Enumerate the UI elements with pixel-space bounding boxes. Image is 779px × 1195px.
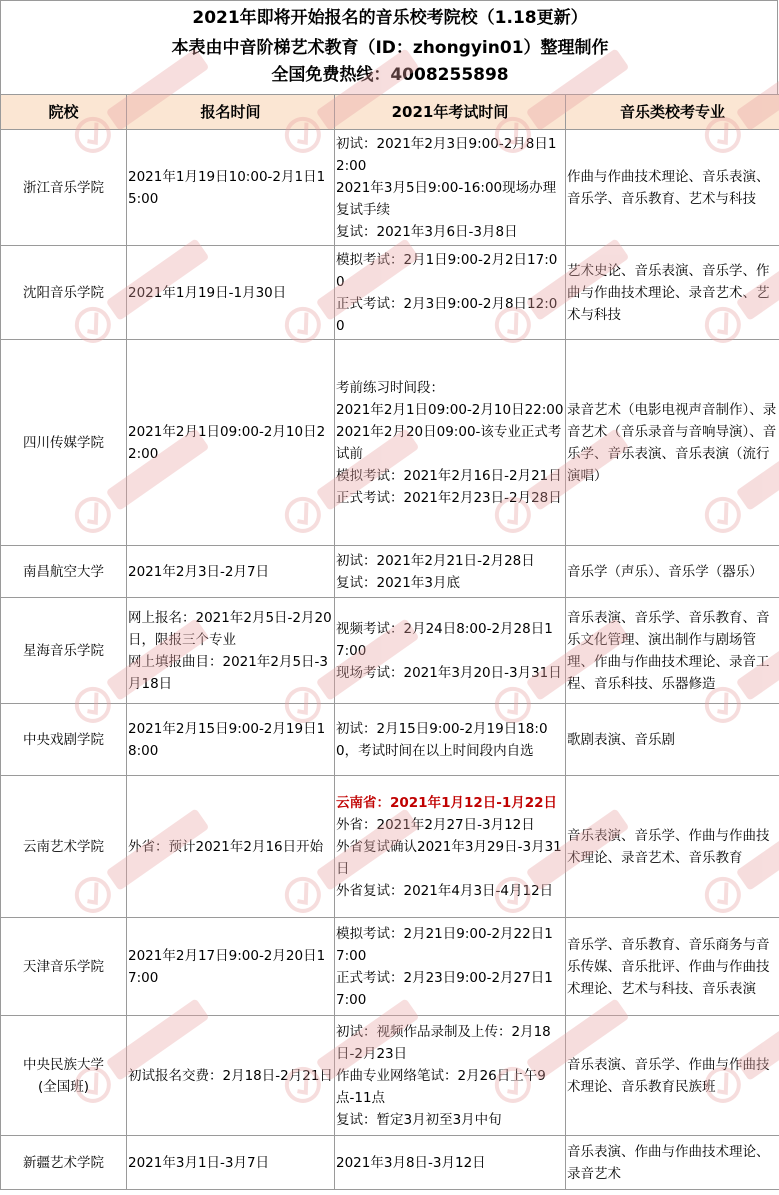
school-cell-line: 南昌航空大学 xyxy=(23,563,104,580)
register-cell xyxy=(127,704,335,776)
register-cell xyxy=(127,1136,335,1190)
exam-cell-line: 考前练习时间段： xyxy=(336,379,444,396)
school-cell xyxy=(1,1136,127,1190)
register-cell-line: 网上填报曲目：2021年2月5日-3月18日 xyxy=(128,653,328,692)
register-cell-line: 2021年1月19日10:00-2月1日15:00 xyxy=(128,168,326,207)
school-cell xyxy=(1,130,127,246)
register-cell xyxy=(127,546,335,598)
table-row xyxy=(1,546,779,598)
school-cell-line: 四川传媒学院 xyxy=(23,434,104,451)
majors-cell: 音乐学（声乐）、音乐学（器乐） xyxy=(566,546,779,598)
register-cell xyxy=(127,918,335,1016)
register-cell xyxy=(127,1016,335,1136)
exam-cell xyxy=(335,1016,566,1136)
table-row xyxy=(1,598,779,704)
exam-cell-line: 外省复试确认2021年3月29日-3月31日 xyxy=(336,838,562,877)
register-cell xyxy=(127,130,335,246)
exam-cell-line: 模拟考试：2月21日9:00-2月22日17:00 xyxy=(336,925,553,964)
exam-cell-line: 外省：2021年2月27日-3月12日 xyxy=(336,816,535,833)
table-row xyxy=(1,340,779,546)
exam-cell-line: 2021年2月1日09:00-2月10日22:00 xyxy=(336,401,564,418)
exam-cell-line: 作曲专业网络笔试：2月26日上午9点-11点 xyxy=(336,1067,546,1106)
majors-cell: 音乐表演、音乐学、作曲与作曲技术理论、录音艺术、音乐教育 xyxy=(566,776,779,918)
school-cell xyxy=(1,704,127,776)
school-cell-line: 中央戏剧学院 xyxy=(23,731,104,748)
column-header-majors: 音乐类校考专业 xyxy=(566,95,779,130)
exam-cell-line: 初试：视频作品录制及上传：2月18日-2月23日 xyxy=(336,1023,551,1062)
register-cell xyxy=(127,776,335,918)
exam-cell xyxy=(335,246,566,340)
exam-cell-line: 复试：暂定3月初至3月中旬 xyxy=(336,1111,502,1128)
exam-cell xyxy=(335,918,566,1016)
school-cell-line: 中央民族大学 xyxy=(23,1056,104,1073)
exam-cell-line: 模拟考试：2月1日9:00-2月2日17:00 xyxy=(336,251,558,290)
exam-cell-line: 2021年2月20日09:00-该专业正式考试前 xyxy=(336,423,562,462)
register-cell-line: 网上报名：2021年2月5日-2月20日，限报三个专业 xyxy=(128,609,332,648)
school-cell xyxy=(1,1016,127,1136)
exam-cell-line: 外省复试：2021年4月3日-4月12日 xyxy=(336,882,554,899)
table-row xyxy=(1,1136,779,1190)
exam-cell xyxy=(335,704,566,776)
exam-cell-line: 视频考试：2月24日8:00-2月28日17:00 xyxy=(336,620,553,659)
table-row xyxy=(1,704,779,776)
exam-cell-line: 复试：2021年3月6日-3月8日 xyxy=(336,223,518,240)
school-cell-line: 星海音乐学院 xyxy=(23,642,104,659)
exam-cell xyxy=(335,340,566,546)
exam-highlight: 云南省：2021年1月12日-1月22日 xyxy=(336,794,558,811)
register-cell xyxy=(127,340,335,546)
majors-cell: 作曲与作曲技术理论、音乐表演、音乐学、音乐教育、艺术与科技 xyxy=(566,130,779,246)
majors-cell: 音乐学、音乐教育、音乐商务与音乐传媒、音乐批评、作曲与作曲技术理论、艺术与科技、音乐表演 xyxy=(566,918,779,1016)
majors-cell: 艺术史论、音乐表演、音乐学、作曲与作曲技术理论、录音艺术、艺术与科技 xyxy=(566,246,779,340)
register-cell-line: 2021年1月19日-1月30日 xyxy=(128,284,287,301)
school-cell xyxy=(1,776,127,918)
majors-cell: 录音艺术（电影电视声音制作）、录音艺术（音乐录音与音响导演）、音乐学、音乐表演、音乐表演（流行演唱） xyxy=(566,340,779,546)
register-cell-line: 2021年2月1日09:00-2月10日22:00 xyxy=(128,423,326,462)
school-cell-line: 天津音乐学院 xyxy=(23,958,104,975)
school-cell-line: 沈阳音乐学院 xyxy=(23,284,104,301)
register-cell-line: 2021年3月1日-3月7日 xyxy=(128,1154,270,1171)
table-row xyxy=(1,246,779,340)
exam-cell-line: 初试：2月15日9:00-2月19日18:00，考试时间在以上时间段内自选 xyxy=(336,720,548,759)
school-cell xyxy=(1,546,127,598)
exam-cell-line: 2021年3月5日9:00-16:00现场办理复试手续 xyxy=(336,179,557,218)
header-row xyxy=(1,95,779,130)
exam-cell-line: 2021年3月8日-3月12日 xyxy=(336,1154,486,1171)
exam-cell-line: 初试：2021年2月3日9:00-2月8日12:00 xyxy=(336,135,557,174)
title-block xyxy=(0,0,778,94)
hotline: 全国免费热线：4008255898 xyxy=(271,65,509,85)
register-cell xyxy=(127,598,335,704)
school-cell-line: 浙江音乐学院 xyxy=(23,179,104,196)
school-cell xyxy=(1,598,127,704)
majors-cell: 歌剧表演、音乐剧 xyxy=(566,704,779,776)
school-cell-line: 云南艺术学院 xyxy=(23,838,104,855)
exam-cell-line: 正式考试：2月23日9:00-2月27日17:00 xyxy=(336,969,553,1008)
register-cell-line: 2021年2月17日9:00-2月20日17:00 xyxy=(128,947,326,986)
exam-cell-line: 复试：2021年3月底 xyxy=(336,574,460,591)
majors-cell: 音乐表演、作曲与作曲技术理论、录音艺术 xyxy=(566,1136,779,1190)
exam-cell-line: 正式考试：2021年2月23日-2月28日 xyxy=(336,489,562,506)
register-cell-line: 2021年2月15日9:00-2月19日18:00 xyxy=(128,720,326,759)
exam-cell xyxy=(335,130,566,246)
document-title: 2021年即将开始报名的音乐校考院校（1.18更新） xyxy=(192,8,588,28)
exam-cell-line: 模拟考试：2021年2月16日-2月21日 xyxy=(336,467,562,484)
school-cell-line: (全国班) xyxy=(37,1078,90,1095)
document-subtitle: 本表由中音阶梯艺术教育（ID：zhongyin01）整理制作 xyxy=(171,38,609,58)
majors-cell: 音乐表演、音乐学、作曲与作曲技术理论、音乐教育民族班 xyxy=(566,1016,779,1136)
table-row xyxy=(1,776,779,918)
school-cell-line: 新疆艺术学院 xyxy=(23,1154,104,1171)
register-cell-line: 外省：预计2021年2月16日开始 xyxy=(128,838,324,855)
column-header-school: 院校 xyxy=(1,95,127,130)
school-cell xyxy=(1,340,127,546)
majors-cell: 音乐表演、音乐学、音乐教育、音乐文化管理、演出制作与剧场管理、作曲与作曲技术理论、录音工程、音乐科技、乐器修造 xyxy=(566,598,779,704)
exam-cell xyxy=(335,1136,566,1190)
register-cell-line: 初试报名交费：2月18日-2月21日 xyxy=(128,1067,333,1084)
table-row xyxy=(1,1016,779,1136)
exam-cell xyxy=(335,598,566,704)
exam-cell-line: 现场考试：2021年3月20日-3月31日 xyxy=(336,664,562,681)
table-row xyxy=(1,918,779,1016)
exam-cell xyxy=(335,546,566,598)
register-cell xyxy=(127,246,335,340)
column-header-register: 报名时间 xyxy=(127,95,335,130)
exam-cell xyxy=(335,776,566,918)
table-row xyxy=(1,130,779,246)
exam-cell-line: 正式考试：2月3日9:00-2月8日12:00 xyxy=(336,295,558,334)
schedule-table xyxy=(0,94,779,1190)
column-header-exam: 2021年考试时间 xyxy=(335,95,566,130)
exam-cell-line: 初试：2021年2月21日-2月28日 xyxy=(336,552,535,569)
school-cell xyxy=(1,918,127,1016)
school-cell xyxy=(1,246,127,340)
register-cell-line: 2021年2月3日-2月7日 xyxy=(128,563,270,580)
